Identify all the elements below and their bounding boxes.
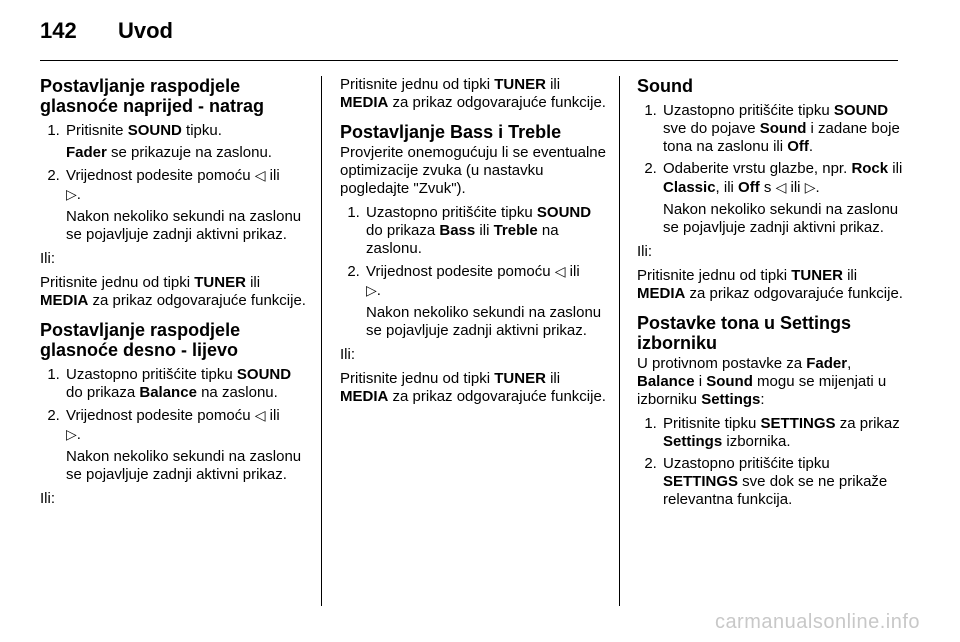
- text: do prikaza: [366, 222, 440, 239]
- fader-label: Fader: [806, 355, 848, 372]
- text: Pritisnite jednu od tipki: [40, 274, 195, 291]
- sub-text: Nakon nekoliko sekundi na zaslonu se pojavljuje zadnji aktivni prikaz.: [66, 448, 302, 483]
- text: ili: [265, 167, 280, 184]
- list-item: [661, 160, 907, 237]
- text: Uzastopno pritišćite tipku: [366, 204, 537, 221]
- fader-label: Fader: [66, 144, 107, 161]
- sub-text: Nakon nekoliko sekundi na zaslonu se pojavljuje zadnji aktivni prikaz.: [66, 208, 302, 243]
- text: Uzastopno pritišćite tipku: [663, 102, 834, 119]
- text: se prikazuje na zaslonu.: [106, 144, 272, 161]
- text: i: [694, 373, 707, 390]
- section-heading-bass-treble: Postavljanje Bass i Treble: [340, 122, 562, 142]
- text: ili: [565, 263, 580, 280]
- text: sve do pojave: [663, 120, 760, 137]
- steps-bass-treble: [340, 204, 610, 340]
- arrow-left-icon: ◁: [775, 179, 787, 195]
- text: , ili: [715, 179, 739, 196]
- text: sve dok se ne prikaže relevantna funkcija.: [663, 473, 888, 508]
- sub-text: Nakon nekoliko sekundi na zaslonu se pojavljuje zadnji aktivni prikaz.: [663, 201, 899, 236]
- text: mogu se mijenjati u izborniku: [637, 373, 887, 408]
- text: na zaslonu.: [366, 222, 559, 257]
- paragraph: [340, 76, 610, 112]
- text: izbornika.: [722, 433, 791, 450]
- sound-key-label: SOUND: [127, 122, 182, 139]
- text: ili: [475, 222, 494, 239]
- sound-key-label: SOUND: [536, 204, 592, 221]
- or-text: Ili:: [340, 346, 355, 363]
- text: ili: [245, 274, 261, 291]
- text: za prikaz: [835, 415, 900, 432]
- section-heading-sound: Sound: [637, 76, 693, 96]
- text: :: [760, 391, 765, 408]
- classic-label: Classic: [663, 179, 716, 196]
- paragraph: [637, 267, 907, 303]
- rock-label: Rock: [851, 160, 889, 177]
- intro-paragraph: [637, 355, 907, 409]
- intro-paragraph: Provjerite onemogućuju li se eventualne optimizacije zvuka (u nastavku pogledajte "Zvuk").: [340, 144, 606, 197]
- text: za prikaz odgovarajuće funkcije.: [388, 388, 606, 405]
- text: .: [808, 138, 814, 155]
- list-item: [661, 455, 907, 509]
- text: s: [759, 179, 776, 196]
- text: ,: [847, 355, 852, 372]
- paragraph: [40, 274, 310, 310]
- balance-label: Balance: [139, 384, 197, 401]
- text: Uzastopno pritišćite tipku: [663, 455, 830, 472]
- text: Vrijednost podesite pomoću: [66, 167, 255, 184]
- text: Vrijednost podesite pomoću: [366, 263, 555, 280]
- media-key-label: MEDIA: [340, 94, 389, 111]
- text: .: [815, 179, 820, 196]
- steps-settings: [637, 415, 907, 509]
- arrow-left-icon: ◁: [254, 167, 266, 183]
- media-key-label: MEDIA: [637, 285, 686, 302]
- settings-key-label: SETTINGS: [760, 415, 836, 432]
- arrow-right-icon: ▷: [66, 186, 77, 202]
- list-item: [364, 204, 610, 258]
- header-divider: [40, 60, 898, 61]
- text: .: [76, 186, 81, 203]
- off-label: Off: [738, 179, 760, 196]
- page-title: Uvod: [118, 18, 173, 43]
- or-text: Ili:: [637, 243, 652, 260]
- treble-label: Treble: [493, 222, 538, 239]
- media-key-label: MEDIA: [340, 388, 389, 405]
- tuner-key-label: TUNER: [791, 267, 843, 284]
- section-heading-settings-tone: Postavke tona u Settings izborniku: [637, 313, 852, 353]
- text: Vrijednost podesite pomoću: [66, 407, 255, 424]
- text: za prikaz odgovarajuće funkcije.: [388, 94, 606, 111]
- balance-label: Balance: [637, 373, 695, 390]
- list-item: [661, 415, 907, 451]
- text: .: [76, 426, 81, 443]
- steps-right-left: [40, 366, 310, 484]
- column-divider-1: [321, 76, 322, 606]
- text: za prikaz odgovarajuće funkcije.: [88, 292, 306, 309]
- list-item: [661, 102, 907, 156]
- sub-text: Nakon nekoliko sekundi na zaslonu se pojavljuje zadnji aktivni prikaz.: [366, 304, 602, 339]
- page-header: [40, 18, 173, 48]
- or-text: Ili:: [40, 490, 55, 507]
- paragraph: [340, 370, 610, 406]
- tuner-key-label: TUNER: [494, 76, 546, 93]
- arrow-left-icon: ◁: [554, 263, 566, 279]
- sound-label: Sound: [706, 373, 753, 390]
- list-item: [64, 122, 310, 162]
- text: ili: [842, 267, 858, 284]
- list-item: [64, 406, 310, 484]
- steps-sound: [637, 102, 907, 237]
- text: Pritisnite jednu od tipki: [637, 267, 792, 284]
- settings-key-label: SETTINGS: [663, 473, 739, 490]
- sound-key-label: SOUND: [833, 102, 889, 119]
- text: Pritisnite jednu od tipki: [340, 370, 495, 387]
- text: Pritisnite tipku: [663, 415, 761, 432]
- bass-label: Bass: [439, 222, 476, 239]
- arrow-right-icon: ▷: [66, 426, 77, 442]
- text: Pritisnite jednu od tipki: [340, 76, 495, 93]
- list-item: [64, 366, 310, 402]
- column-1: [40, 76, 310, 514]
- text: i zadane boje tona na zaslonu ili: [663, 120, 900, 155]
- section-heading-front-rear: Postavljanje raspodjele glasnoće naprijed - natrag: [40, 76, 265, 116]
- text: U protivnom postavke za: [637, 355, 807, 372]
- sub-text: [66, 144, 310, 162]
- text: ili: [888, 160, 903, 177]
- sound-key-label: SOUND: [236, 366, 292, 383]
- arrow-left-icon: ◁: [254, 407, 266, 423]
- column-2: [340, 76, 610, 412]
- list-item: [64, 166, 310, 244]
- steps-front-rear: [40, 122, 310, 244]
- arrow-right-icon: ▷: [366, 282, 377, 298]
- text: tipku.: [181, 122, 222, 139]
- text: na zaslonu.: [196, 384, 278, 401]
- page-number: 142: [40, 18, 77, 43]
- settings-label: Settings: [663, 433, 723, 450]
- tuner-key-label: TUNER: [194, 274, 246, 291]
- section-heading-right-left: Postavljanje raspodjele glasnoće desno - lijevo: [40, 320, 241, 360]
- watermark: carmanualsonline.info: [714, 611, 920, 633]
- media-key-label: MEDIA: [40, 292, 89, 309]
- text: Pritisnite: [66, 122, 128, 139]
- off-label: Off: [787, 138, 809, 155]
- text: ili: [265, 407, 280, 424]
- arrow-right-icon: ▷: [804, 179, 816, 195]
- column-divider-2: [619, 76, 620, 606]
- settings-label: Settings: [701, 391, 761, 408]
- tuner-key-label: TUNER: [494, 370, 546, 387]
- text: ili: [786, 179, 805, 196]
- sound-label: Sound: [759, 120, 807, 137]
- text: ili: [545, 76, 561, 93]
- column-3: [637, 76, 907, 515]
- text: .: [376, 282, 381, 299]
- text: ili: [545, 370, 561, 387]
- text: Uzastopno pritišćite tipku: [66, 366, 237, 383]
- text: do prikaza: [66, 384, 140, 401]
- text: za prikaz odgovarajuće funkcije.: [685, 285, 903, 302]
- list-item: [364, 262, 610, 340]
- text: Odaberite vrstu glazbe, npr.: [663, 160, 852, 177]
- or-text: Ili:: [40, 250, 55, 267]
